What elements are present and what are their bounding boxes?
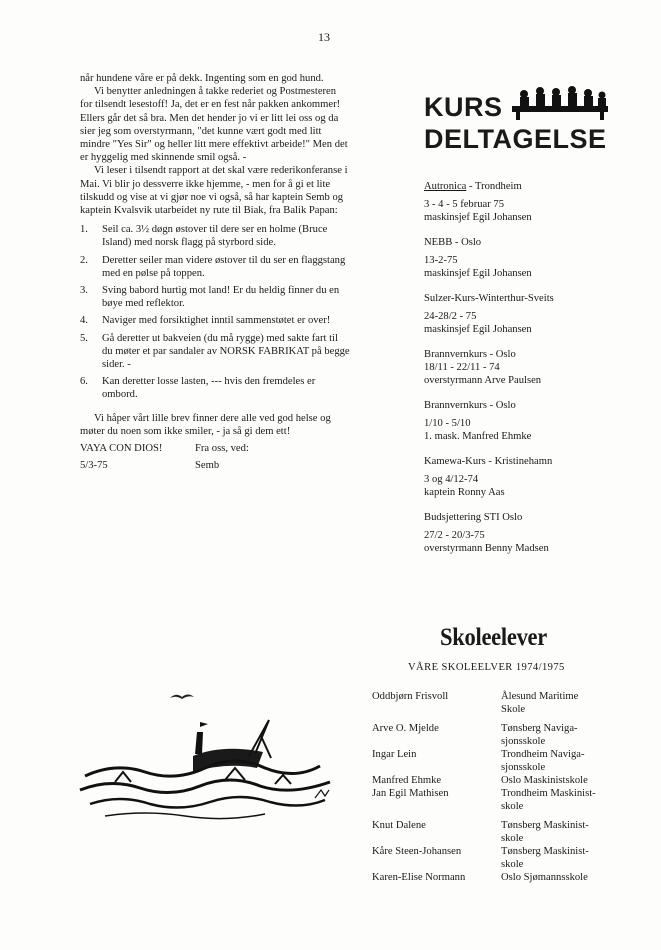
student-name: Manfred Ehmke	[372, 775, 442, 786]
course-title	[424, 180, 634, 193]
route-steps	[80, 223, 350, 401]
school-line: Trondheim Maskinist-	[501, 788, 596, 799]
route-step	[80, 332, 350, 372]
student-table	[372, 690, 642, 884]
school-line: Tønsberg Maskinist-	[501, 846, 589, 857]
kurs-heading	[424, 90, 634, 160]
route-step	[80, 284, 350, 310]
table-row	[372, 748, 642, 774]
deltagelse-title: DELTAGELSE	[424, 124, 607, 154]
step-number: 4.	[80, 315, 88, 327]
page-number: 13	[318, 30, 330, 44]
step-text: Seil ca. 3½ døgn østover til dere ser en holme (Bruce Island) med norsk flagg på styrbord side.	[102, 224, 328, 249]
school-line: skole	[501, 859, 524, 870]
step-text: Naviger med forsiktighet inntil sammenstøtet er over!	[102, 315, 331, 327]
school-line: sjonsskole	[501, 762, 546, 773]
course-entry	[424, 348, 634, 387]
course-person: 1. mask. Manfred Ehmke	[424, 431, 532, 442]
step-number: 5.	[80, 332, 88, 344]
step-number: 3.	[80, 285, 88, 297]
school-line: skole	[501, 801, 524, 812]
course-title: Budsjettering STI Oslo	[424, 512, 523, 523]
kurs-title: KURS	[424, 92, 503, 122]
course-org: Autronica	[424, 181, 467, 192]
table-row	[372, 690, 642, 716]
course-dates: 24-28/2 - 75	[424, 311, 477, 322]
step-text: Gå deretter ut bakveien (du må rygge) med sakte fart til du møter et par sandaler av NORSK FABRIKAT på begge sider. -	[102, 332, 350, 371]
school-line: skole	[501, 833, 524, 844]
student-school	[501, 774, 642, 787]
route-step	[80, 254, 350, 280]
step-number: 6.	[80, 376, 88, 388]
route-step	[80, 223, 350, 249]
course-person: maskinsjef Egil Johansen	[424, 324, 532, 335]
student-name: Kåre Steen-Johansen	[372, 846, 462, 857]
student-name: Karen-Elise Normann	[372, 872, 466, 883]
course-entry	[424, 292, 634, 336]
school-line: Ålesund Maritime	[501, 691, 579, 702]
student-school	[501, 871, 642, 884]
skoleelever-title: Skoleelever	[440, 624, 548, 651]
school-line: Trondheim Naviga-	[501, 749, 585, 760]
route-step	[80, 375, 350, 401]
school-line: Skole	[501, 704, 526, 715]
ship-illustration	[75, 680, 340, 830]
letter-closing: Vi håper vårt lille brev finner dere alle ved god helse og møter du noen som ikke smiler, - ja så gi dem ett!	[80, 412, 331, 437]
farewell-line	[80, 442, 350, 455]
course-title: Sulzer-Kurs-Winterthur-Sveits	[424, 293, 554, 304]
student-school	[501, 813, 642, 845]
course-title: Brannvernkurs - Oslo	[424, 349, 516, 360]
student-name: Jan Egil Mathisen	[372, 788, 449, 799]
school-line: Tønsberg Maskinist-	[501, 820, 589, 831]
course-title: NEBB - Oslo	[424, 237, 482, 248]
course-dates: 3 - 4 - 5 februar 75	[424, 199, 505, 210]
student-school	[501, 748, 642, 774]
letter-text	[80, 72, 350, 472]
course-person: kaptein Ronny Aas	[424, 487, 505, 498]
table-row	[372, 845, 642, 871]
route-step	[80, 314, 350, 327]
step-text: Sving babord hurtig mot land! Er du heldig finner du en bøye med reflektor.	[102, 285, 340, 310]
course-title: Kamewa-Kurs - Kristinehamn	[424, 456, 553, 467]
school-line: Oslo Maskinistskole	[501, 775, 588, 786]
farewell-from: Fra oss, ved:	[195, 443, 249, 455]
course-dates: 3 og 4/12-74	[424, 474, 479, 485]
course-person: maskinsjef Egil Johansen	[424, 268, 532, 279]
seagull-icon	[170, 695, 194, 700]
student-name: Knut Dalene	[372, 820, 426, 831]
signature-line	[80, 459, 350, 472]
table-row	[372, 774, 642, 787]
letter-paragraph: når hundene våre er på dekk. Ingenting som en god hund.	[80, 73, 324, 84]
step-text: Deretter seiler man videre østover til du ser en flaggstang med en pølse på toppen.	[102, 254, 346, 279]
table-row	[372, 813, 642, 845]
course-dates: 13-2-75	[424, 255, 458, 266]
course-entry	[424, 455, 634, 499]
course-entry	[424, 236, 634, 280]
letter-date: 5/3-75	[80, 460, 108, 472]
farewell-greeting: VAYA CON DIOS!	[80, 443, 163, 455]
table-row	[372, 871, 642, 884]
skoleelever-subtitle: VÅRE SKOLEELVER 1974/1975	[408, 662, 565, 673]
table-row	[372, 787, 642, 813]
school-line: Tønsberg Naviga-	[501, 723, 578, 734]
school-line: Oslo Sjømannsskole	[501, 872, 588, 883]
course-entry	[424, 511, 634, 555]
course-person: overstyrmann Benny Madsen	[424, 543, 549, 554]
course-list	[424, 180, 634, 567]
step-text: Kan deretter losse lasten, --- hvis den fremdeles er ombord.	[102, 376, 316, 401]
course-person: overstyrmann Arve Paulsen	[424, 375, 542, 386]
course-dates: 1/10 - 5/10	[424, 418, 471, 429]
course-entry	[424, 399, 634, 443]
step-number: 1.	[80, 224, 88, 236]
letter-paragraph: Vi leser i tilsendt rapport at det skal være rederikonferanse i Mai. Vi blir jo dessverre ikke hjemme, - men for å gi et lite tilskudd og vise at vi gjør noe vi også, så har kaptein Semb og kaptein Kvalsvik utarbeidet ny rute til Biak, fra Balik Papan:	[80, 165, 348, 217]
student-school	[501, 787, 642, 813]
course-title: Brannvernkurs - Oslo	[424, 400, 516, 411]
signature: Semb	[195, 460, 220, 472]
course-dates: 27/2 - 20/3-75	[424, 530, 485, 541]
student-name: Oddbjørn Frisvoll	[372, 691, 449, 702]
course-person: maskinsjef Egil Johansen	[424, 212, 532, 223]
student-name: Arve O. Mjelde	[372, 723, 439, 734]
table-row	[372, 716, 642, 748]
meeting-people-icon	[510, 84, 610, 120]
student-school	[501, 716, 642, 748]
school-line: sjonsskole	[501, 736, 546, 747]
student-name: Ingar Lein	[372, 749, 417, 760]
letter-paragraph: Vi benytter anledningen å takke rederiet og Postmesteren for tilsendt lesestoff! Ja, det er en fest når pakken ankommer! Ellers går det så bra. Men det hender jo vi er litt lei oss og da sier jeg som overstyrmann, "det kunne vært godt med litt mindre "Yes Sir" og heller litt mere effektivt arbeide!" Men det er hyggelig med skinnende smil også. -	[80, 86, 348, 164]
student-school	[501, 845, 642, 871]
student-school	[501, 690, 642, 716]
course-entry	[424, 180, 634, 224]
step-number: 2.	[80, 254, 88, 266]
course-location: - Trondheim	[466, 181, 522, 192]
course-dates: 18/11 - 22/11 - 74	[424, 362, 500, 373]
